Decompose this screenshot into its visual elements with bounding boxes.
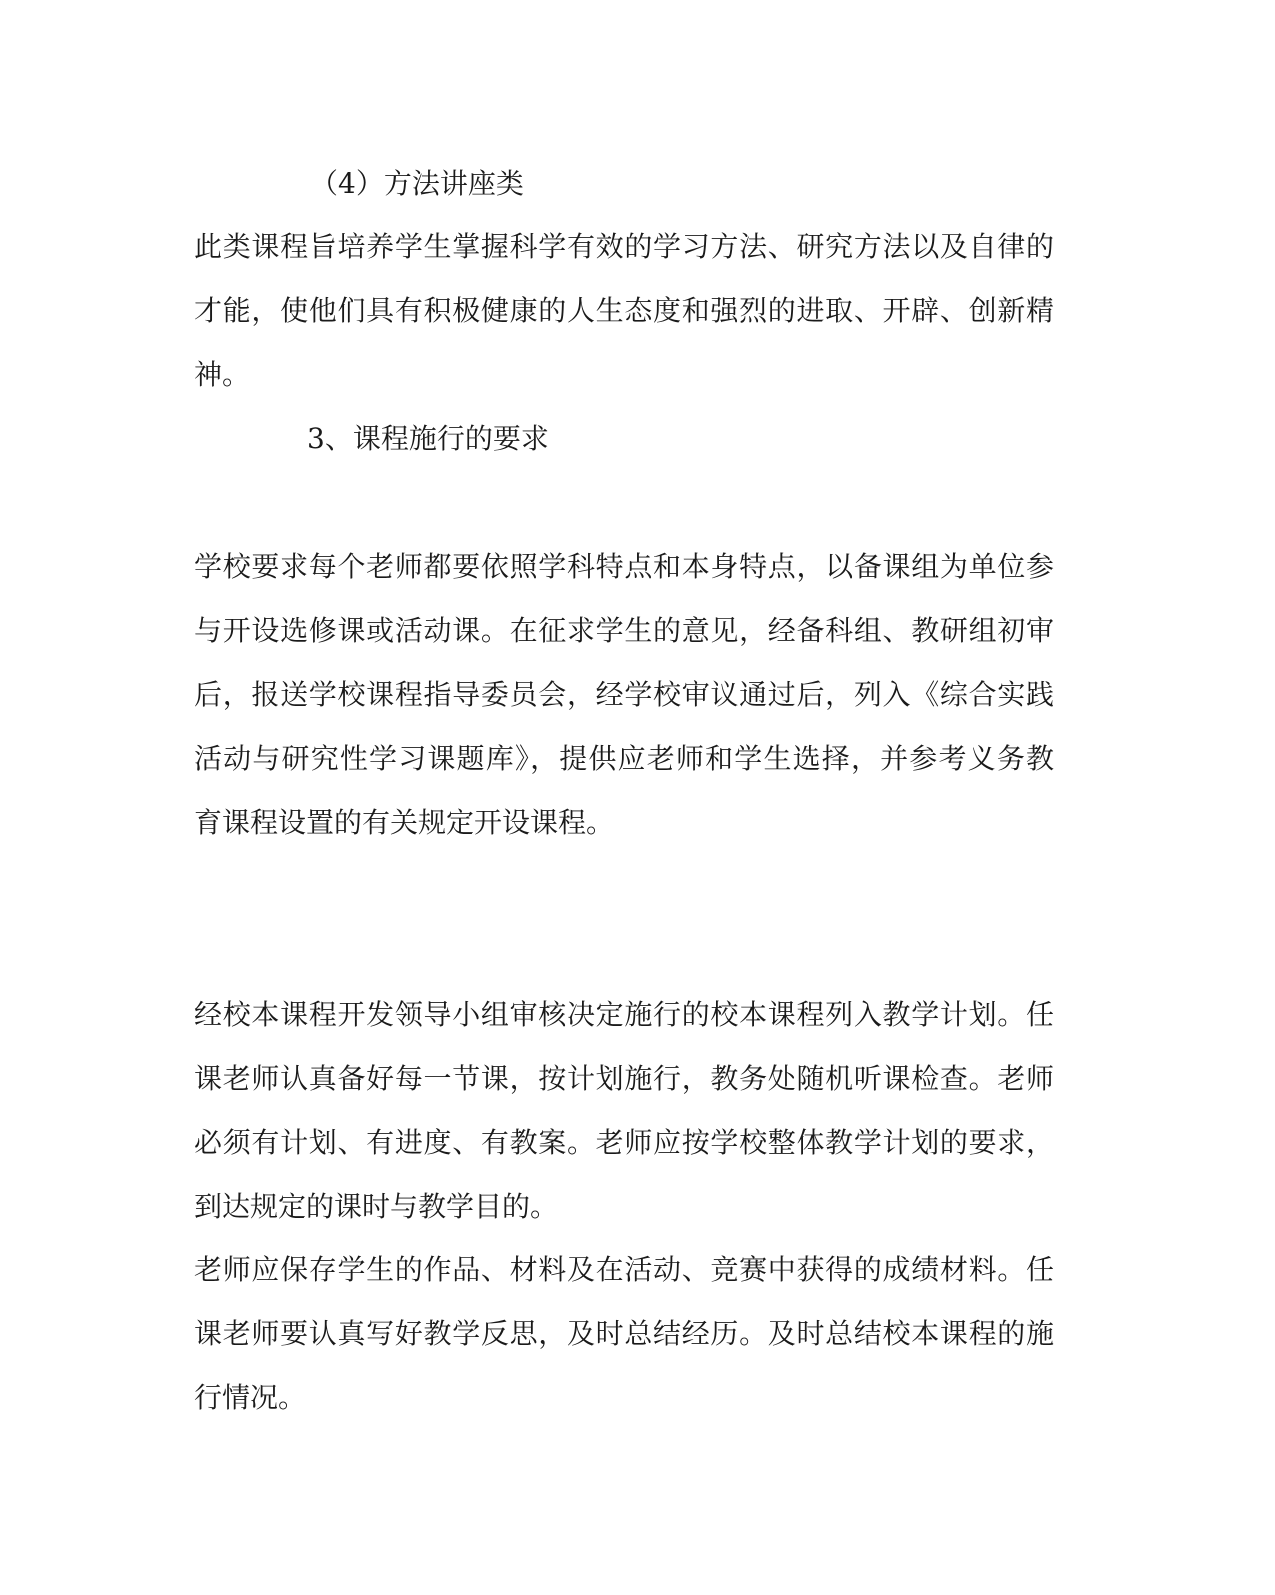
paragraph-line: 神。: [194, 358, 251, 391]
paragraph-line: 经校本课程开发领导小组审核决定施行的校本课程列入教学计划。任: [194, 998, 1054, 1031]
paragraph-line: 到达规定的课时与教学目的。: [194, 1190, 559, 1223]
paragraph-line: 学校要求每个老师都要依照学科特点和本身特点，以备课组为单位参: [194, 550, 1054, 583]
paragraph-line: 必须有计划、有进度、有教案。老师应按学校整体教学计划的要求，: [194, 1126, 1054, 1159]
paragraph-line: 此类课程旨培养学生掌握科学有效的学习方法、研究方法以及自律的: [194, 230, 1054, 263]
paragraph-line: 后，报送学校课程指导委员会，经学校审议通过后，列入《综合实践: [194, 678, 1054, 711]
paragraph-line: 课老师认真备好每一节课，按计划施行，教务处随机听课检查。老师: [194, 1062, 1054, 1095]
paragraph-line: 才能，使他们具有积极健康的人生态度和强烈的进取、开辟、创新精: [194, 294, 1054, 327]
paragraph-line: 行情况。: [194, 1381, 307, 1414]
section-heading-4: （4）方法讲座类: [310, 167, 524, 200]
paragraph-line: 活动与研究性学习课题库》，提供应老师和学生选择，并参考义务教: [194, 742, 1054, 775]
section-heading-3: 3、课程施行的要求: [307, 422, 549, 455]
paragraph-line: 与开设选修课或活动课。在征求学生的意见，经备科组、教研组初审: [194, 614, 1054, 647]
paragraph-line: 老师应保存学生的作品、材料及在活动、竞赛中获得的成绩材料。任: [194, 1253, 1054, 1286]
paragraph-line: 育课程设置的有关规定开设课程。: [194, 806, 615, 839]
paragraph-line: 课老师要认真写好教学反思，及时总结经历。及时总结校本课程的施: [194, 1317, 1054, 1350]
